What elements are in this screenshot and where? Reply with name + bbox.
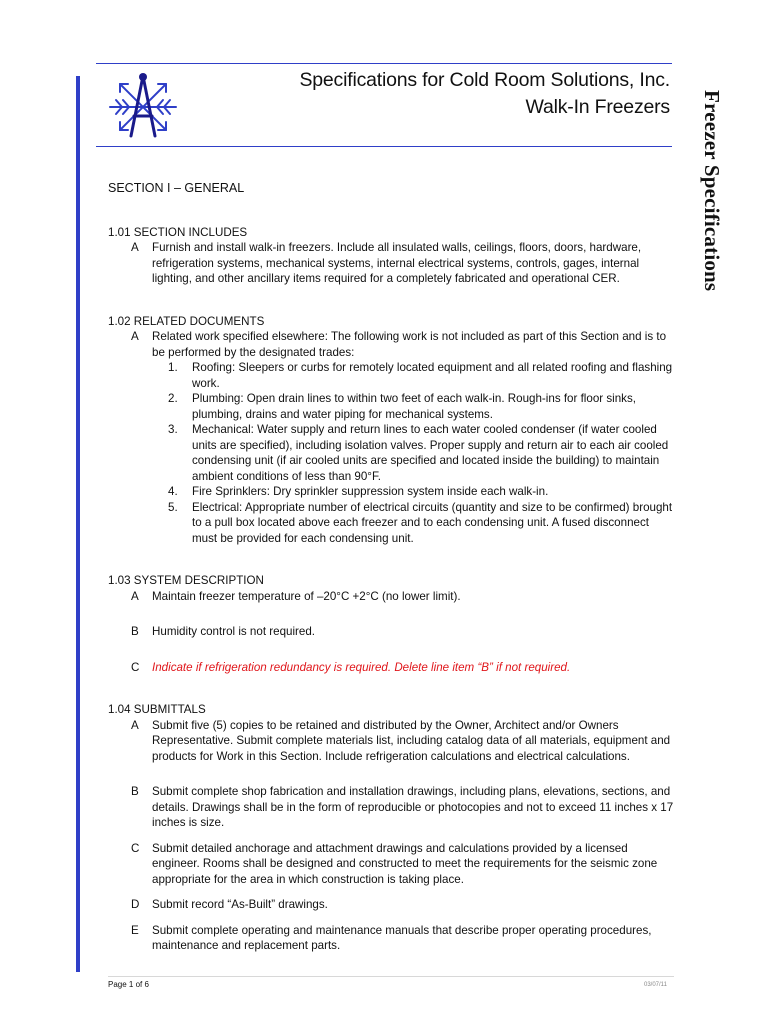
document-date: 03/07/11 [644, 982, 667, 988]
sub-item-number: 1. [168, 361, 178, 374]
list-item [108, 329, 674, 360]
item-letter: A [131, 241, 139, 254]
sub-list-item [168, 500, 674, 547]
page-number: Page 1 of 6 [108, 980, 149, 989]
item-letter: C [131, 841, 140, 855]
list-item [108, 718, 674, 765]
item-text: Furnish and install walk-in freezers. Include all insulated walls, ceilings, floors, doors, hardware, refrigeration systems, mechanical systems, internal electrical systems, controls, gages, internal lighting, and other ancillary items required for a completely fabricated and operational CER. [152, 241, 642, 285]
item-text: Submit detailed anchorage and attachment drawings and calculations provided by a licensed engineer. Rooms shall be designed and constructed to meet the requirements for the seismic zone appropriate for the area in which construction is taking place. [152, 841, 658, 886]
list-item [108, 240, 674, 287]
list-item [108, 784, 674, 831]
section-1-03-heading: 1.03 SYSTEM DESCRIPTION [108, 574, 264, 587]
sub-item-text: Electrical: Appropriate number of electrical circuits (quantity and size to be confirmed) brought to a pull box located above each freezer and to each condensing unit. A fused disconnect must be provided for each condensing unit. [192, 500, 673, 545]
sub-list-item [168, 422, 674, 484]
item-letter: A [131, 589, 139, 603]
list-item [108, 660, 674, 676]
item-text: Maintain freezer temperature of –20°C +2°C (no lower limit). [152, 589, 461, 603]
item-text: Submit complete shop fabrication and installation drawings, including plans, elevations, sections, and details. Drawings shall be in the form of reproducible or photocopies and not to exceed 11 inches x 17 inches is size. [152, 785, 674, 829]
footer-rule [108, 976, 674, 977]
item-text: Submit record “As-Built” drawings. [152, 898, 328, 911]
item-letter: E [131, 923, 139, 937]
sub-item-text: Mechanical: Water supply and return lines to each water cooled condenser (if water cooled units are specified), including isolation valves. Proper supply and return air to each air cooled condensing unit (if air cooled units are specified and located inside the building) to maintain ambient conditions of less than 90°F. [192, 423, 669, 483]
document-body [108, 181, 674, 954]
sub-item-number: 5. [168, 500, 178, 514]
item-letter: B [131, 625, 139, 638]
document-title-line1: Specifications for Cold Room Solutions, Inc. [299, 69, 670, 91]
section-1-04-heading: 1.04 SUBMITTALS [108, 703, 206, 716]
item-letter: C [131, 660, 140, 674]
list-item [108, 589, 674, 605]
side-title: Freezer Specifications [700, 90, 724, 292]
list-item [108, 841, 674, 888]
left-margin-bar [76, 76, 80, 972]
item-letter: B [131, 785, 139, 798]
item-text: Related work specified elsewhere: The following work is not included as part of this Section and is to be performed by the designated trades: [152, 330, 667, 359]
item-text: Humidity control is not required. [152, 625, 316, 638]
sub-list-item [168, 391, 674, 422]
document-title-line2: Walk-In Freezers [525, 96, 670, 118]
sub-item-number: 3. [168, 423, 178, 436]
snowflake-compass-logo-icon [106, 70, 180, 144]
item-text: Submit five (5) copies to be retained and distributed by the Owner, Architect and/or Owners Representative. Submit complete materials list, including catalog data of all materials, equipment and products for Work in this Section. Include refrigeration calculations and electrical calculations. [152, 718, 671, 763]
sub-item-text: Fire Sprinklers: Dry sprinkler suppression system inside each walk-in. [192, 485, 549, 498]
sub-item-number: 2. [168, 392, 178, 405]
item-letter: A [131, 718, 139, 732]
section-1-01-heading: 1.01 SECTION INCLUDES [108, 225, 248, 239]
sub-list-item [168, 484, 674, 500]
section-heading: SECTION I – GENERAL [108, 181, 245, 195]
header-bottom-rule [96, 146, 672, 147]
list-item [108, 923, 674, 954]
sub-item-number: 4. [168, 485, 178, 498]
item-letter: D [131, 898, 140, 911]
list-item [108, 897, 674, 913]
sub-item-text: Roofing: Sleepers or curbs for remotely located equipment and all related roofing and flashing work. [192, 361, 673, 390]
redundancy-note: Indicate if refrigeration redundancy is required. Delete line item “B” if not required. [152, 660, 571, 674]
header-top-rule [96, 63, 672, 64]
section-1-02-heading: 1.02 RELATED DOCUMENTS [108, 314, 265, 328]
item-text: Submit complete operating and maintenance manuals that describe proper operating procedures, maintenance and replacement parts. [152, 923, 652, 952]
sub-item-text: Plumbing: Open drain lines to within two feet of each walk-in. Rough-ins for floor sinks, plumbing, drains and water piping for mechanical systems. [192, 392, 636, 421]
item-letter: A [131, 330, 139, 343]
list-item [108, 624, 674, 640]
sub-list-item [168, 360, 674, 391]
